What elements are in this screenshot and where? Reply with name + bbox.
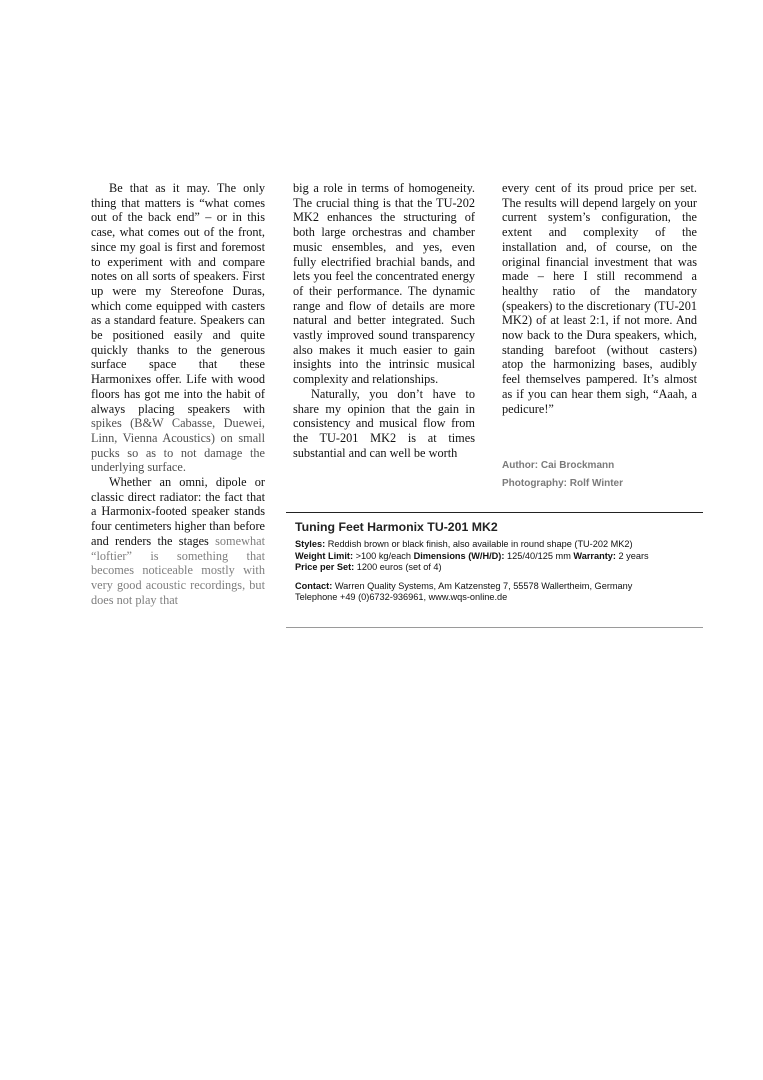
paragraph: every cent of its proud price per set. The results will depend largely on your current system’s configuration, the extent and complexity of the installation and, of course, on the original financial investment that was made – here I still recommend a healthy ratio of the mandatory (speakers) to the discretionary (TU-201 MK2) of at least 2:1, if not more. And now back to the Dura speakers, which, standing barefoot (without casters) atop the harmonizing bases, audibly feel themselves pampered. It’s almost as if you can hear them sigh, “Aaah, a pedicure!” [502,181,697,416]
divider-top [286,512,703,513]
spec-telephone: Telephone +49 (0)6732-936961, www.wqs-online.de [295,592,508,603]
article-column-1 [91,181,265,607]
spec-box-title: Tuning Feet Harmonix TU-201 MK2 [295,520,498,534]
paragraph: big a role in terms of homogeneity. The crucial thing is that the TU-202 MK2 enhances the structuring of both large orchestras and chamber music ensembles, and yes, even fully electrified brachial bands, and lets you feel the concentrated energy of their performance. The dynamic range and flow of details are more natural and better integrated. Such vastly improved sound transparency also makes it much easier to gain insights into the intrinsic musical complexity and relationships. [293,181,475,387]
photo-credit: Photography: Rolf Winter [502,478,624,489]
divider-bottom [286,627,703,628]
paragraph: Be that as it may. The only thing that matters is “what comes out of the back end” – or in this case, what comes out of the front, since my goal is first and foremost to experiment with and compare notes on all sorts of speakers. First up were my Stereofone Duras, which come equipped with casters as a standard feature. Speakers can be positioned easily and quite quickly thanks to the generous surface space that these Harmonixes offer. Life with wood floors has got me into the habit of always placing speakers with spikes (B&W Cabasse, Duewei, Linn, Vienna Acoustics) on small pucks so as to not damage the underlying surface. [91,181,265,475]
article-column-2 [293,181,475,460]
article-column-3 [502,181,697,416]
spec-contact: Contact: Warren Quality Systems, Am Katzensteg 7, 55578 Wallertheim, Germany [295,580,633,591]
spec-box [295,520,700,604]
author-credit: Author: Cai Brockmann [502,460,615,471]
spec-styles: Styles: Reddish brown or black finish, also available in round shape (TU-202 MK2) [295,539,633,549]
spec-price: Price per Set: 1200 euros (set of 4) [295,562,442,573]
paragraph: Naturally, you don’t have to share my opinion that the gain in consistency and musical flow from the TU-201 MK2 is at times substantial and can well be worth [293,386,475,460]
paragraph: Whether an omni, dipole or classic direct radiator: the fact that a Harmonix-footed speaker stands four centimeters higher than before and renders the stages somewhat “loftier” is something that becomes noticeable mostly with very good acoustic recordings, but does not play that [91,475,265,607]
spec-weight-dimensions-warranty: Weight Limit: >100 kg/each Dimensions (W/H/D): 125/40/125 mm Warranty: 2 years [295,550,649,561]
